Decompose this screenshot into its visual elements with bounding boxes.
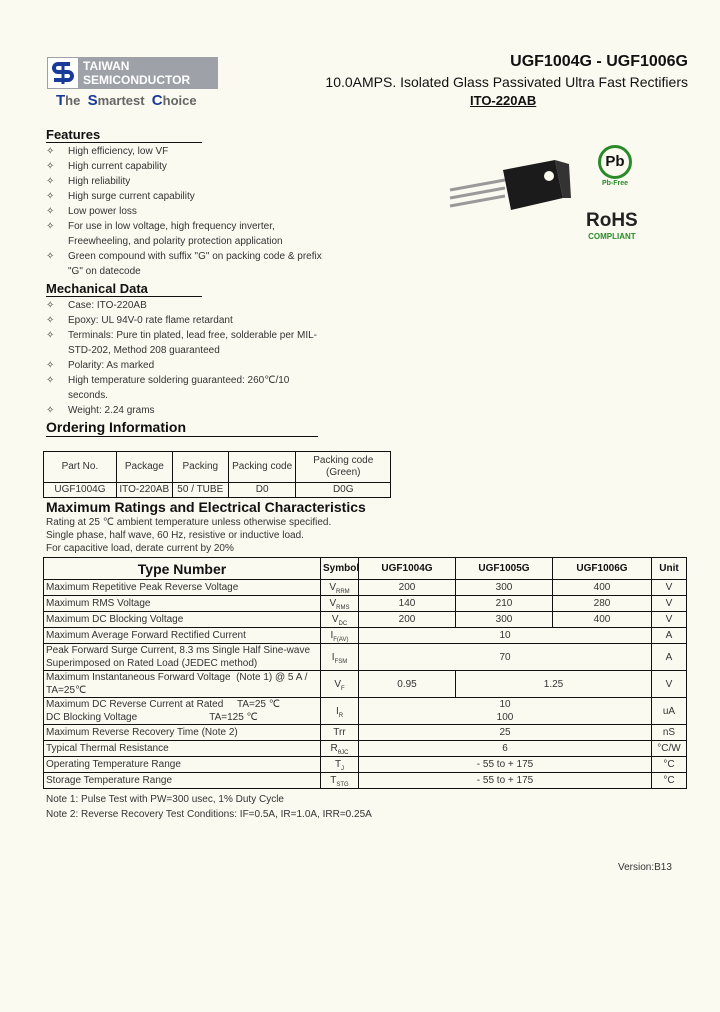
list-item — [46, 358, 326, 373]
bullet-icon: ✧ — [46, 146, 55, 157]
value-cell: 10 — [359, 628, 652, 644]
parameter-cell: Maximum Instantaneous Forward Voltage (Note 1) @ 5 A / TA=25℃ — [44, 671, 321, 698]
table-row — [44, 580, 687, 596]
list-item — [46, 298, 326, 313]
value-cell: 0.95 — [359, 671, 456, 698]
part-title: UGF1004G - UGF1006G — [510, 53, 688, 70]
parameter-cell: Maximum Reverse Recovery Time (Note 2) — [44, 725, 321, 741]
list-item — [46, 373, 326, 403]
bullet-icon: ✧ — [46, 251, 55, 262]
bullet-icon: ✧ — [46, 221, 55, 232]
list-item-text: Weight: 2.24 grams — [68, 405, 155, 416]
list-item — [46, 159, 326, 174]
list-item-text: Case: ITO-220AB — [68, 300, 147, 311]
bullet-icon: ✧ — [46, 191, 55, 202]
bullet-icon: ✧ — [46, 176, 55, 187]
value-cell: 400 — [553, 612, 652, 628]
symbol-cell: $R_{\theta JC}$ — [321, 741, 359, 757]
ratings-heading: Maximum Ratings and Electrical Characteristics — [46, 499, 366, 515]
ratings-header: UGF1005G — [456, 558, 553, 580]
value-cell: 25 — [359, 725, 652, 741]
ratings-header: Symbol — [321, 558, 359, 580]
value-cell: - 55 to + 175 — [359, 757, 652, 773]
table-row — [44, 671, 687, 698]
features-heading: Features — [46, 127, 202, 143]
parameter-cell: Storage Temperature Range — [44, 773, 321, 789]
ordering-header: Part No. — [44, 452, 117, 483]
bullet-icon: ✧ — [46, 360, 55, 371]
ordering-table — [43, 451, 391, 498]
ratings-note: Single phase, half wave, 60 Hz, resistive or inductive load. — [46, 530, 304, 541]
list-item-text: High temperature soldering guaranteed: 260℃/10 seconds. — [68, 375, 290, 401]
version-label: Version:B13 — [618, 862, 672, 873]
ratings-notes — [46, 516, 686, 555]
tagline: The Smartest Choice — [56, 92, 197, 109]
value-cell: 10 100 — [359, 698, 652, 725]
features-section — [43, 127, 686, 279]
bullet-icon: ✧ — [46, 375, 55, 386]
logo-line2: SEMICONDUCTOR — [83, 73, 191, 87]
unit-cell: uA — [652, 698, 687, 725]
table-row — [44, 757, 687, 773]
symbol-cell: $V_{DC}$ — [321, 612, 359, 628]
ordering-cell: 50 / TUBE — [172, 483, 228, 498]
value-cell: 280 — [553, 596, 652, 612]
ordering-cell: D0G — [296, 483, 391, 498]
unit-cell: V — [652, 596, 687, 612]
parameter-cell: Maximum DC Blocking Voltage — [44, 612, 321, 628]
value-cell: - 55 to + 175 — [359, 773, 652, 789]
footnote: Note 1: Pulse Test with PW=300 usec, 1% Duty Cycle — [46, 794, 284, 805]
unit-cell: A — [652, 644, 687, 671]
package-name: ITO-220AB — [470, 93, 537, 108]
parameter-cell: Peak Forward Surge Current, 8.3 ms Single Half Sine-wave Superimposed on Rated Load (JEDEC method) — [44, 644, 321, 671]
parameter-cell: Typical Thermal Resistance — [44, 741, 321, 757]
ratings-header: UGF1006G — [553, 558, 652, 580]
symbol-cell: $I_R$ — [321, 698, 359, 725]
rohs-text: RoHS — [586, 210, 638, 231]
symbol-cell: $T_{STG}$ — [321, 773, 359, 789]
ordering-cell: ITO-220AB — [116, 483, 172, 498]
list-item-text: High efficiency, low VF — [68, 146, 169, 157]
table-row — [44, 628, 687, 644]
value-cell: 200 — [359, 580, 456, 596]
list-item-text: For use in low voltage, high frequency inverter, Freewheeling, and polarity protection application — [68, 221, 283, 247]
unit-cell: V — [652, 580, 687, 596]
table-row — [44, 596, 687, 612]
ratings-note: For capacitive load, derate current by 20% — [46, 543, 234, 554]
pb-free-text: Pb-Free — [601, 180, 629, 187]
bullet-icon: ✧ — [46, 161, 55, 172]
table-row — [44, 698, 687, 725]
symbol-cell: $I_{FSM}$ — [321, 644, 359, 671]
table-row — [44, 741, 687, 757]
ordering-cell: D0 — [228, 483, 296, 498]
main-content — [43, 127, 686, 822]
ordering-header: Packing code — [228, 452, 296, 483]
ordering-header: Package — [116, 452, 172, 483]
symbol-cell: $T_J$ — [321, 757, 359, 773]
symbol-cell: $V_{RRM}$ — [321, 580, 359, 596]
list-item-text: High current capability — [68, 161, 167, 172]
table-row — [44, 644, 687, 671]
ratings-table — [43, 557, 687, 789]
ordering-header: Packing code (Green) — [296, 452, 391, 483]
footnote: Note 2: Reverse Recovery Test Conditions: IF=0.5A, IR=1.0A, IRR=0.25A — [46, 809, 372, 820]
bullet-icon: ✧ — [46, 300, 55, 311]
ordering-heading: Ordering Information — [46, 419, 318, 437]
table-row — [44, 725, 687, 741]
list-item-text: Green compound with suffix "G" on packing code & prefix "G" on datecode — [68, 251, 322, 277]
value-cell: 210 — [456, 596, 553, 612]
unit-cell: A — [652, 628, 687, 644]
part-subtitle: 10.0AMPS. Isolated Glass Passivated Ultra Fast Rectifiers — [325, 74, 688, 90]
ordering-header: Packing — [172, 452, 228, 483]
value-cell: 300 — [456, 612, 553, 628]
list-item — [46, 189, 326, 204]
parameter-cell: Maximum RMS Voltage — [44, 596, 321, 612]
list-item-text: Low power loss — [68, 206, 137, 217]
parameter-cell: Maximum DC Reverse Current at Rated TA=25 ℃ DC Blocking Voltage TA=125 ℃ — [44, 698, 321, 725]
ratings-header: UGF1004G — [359, 558, 456, 580]
list-item-text: Epoxy: UL 94V-0 rate flame retardant — [68, 315, 233, 326]
symbol-cell: $I_{F(AV)}$ — [321, 628, 359, 644]
symbol-cell: $V_F$ — [321, 671, 359, 698]
unit-cell: °C/W — [652, 741, 687, 757]
table-row — [44, 773, 687, 789]
list-item — [46, 144, 326, 159]
bullet-icon: ✧ — [46, 206, 55, 217]
list-item-text: Polarity: As marked — [68, 360, 155, 371]
parameter-cell: Maximum Average Forward Rectified Current — [44, 628, 321, 644]
unit-cell: °C — [652, 757, 687, 773]
list-item-text: High surge current capability — [68, 191, 195, 202]
ordering-cell: UGF1004G — [44, 483, 117, 498]
ratings-header: Unit — [652, 558, 687, 580]
list-item — [46, 204, 326, 219]
unit-cell: V — [652, 612, 687, 628]
ratings-header: Type Number — [44, 558, 321, 580]
value-cell: 6 — [359, 741, 652, 757]
list-item — [46, 249, 326, 279]
ratings-note: Rating at 25 ℃ ambient temperature unless otherwise specified. — [46, 517, 332, 528]
value-cell: 200 — [359, 612, 456, 628]
value-cell: 300 — [456, 580, 553, 596]
unit-cell: V — [652, 671, 687, 698]
parameter-cell: Maximum Repetitive Peak Reverse Voltage — [44, 580, 321, 596]
value-cell: 70 — [359, 644, 652, 671]
table-row — [44, 612, 687, 628]
list-item — [46, 219, 326, 249]
value-cell: 400 — [553, 580, 652, 596]
bullet-icon: ✧ — [46, 405, 55, 416]
rohs-compliant-text: COMPLIANT — [588, 232, 636, 241]
value-cell: 140 — [359, 596, 456, 612]
list-item — [46, 174, 326, 189]
list-item — [46, 328, 326, 358]
bullet-icon: ✧ — [46, 315, 55, 326]
unit-cell: nS — [652, 725, 687, 741]
list-item-text: High reliability — [68, 176, 131, 187]
ts-logo-icon — [47, 57, 79, 89]
mechanical-section — [43, 281, 686, 418]
mechanical-heading: Mechanical Data — [46, 281, 202, 297]
footnotes — [46, 792, 686, 822]
pb-text: Pb — [605, 153, 625, 170]
symbol-cell: $V_{RMS}$ — [321, 596, 359, 612]
company-logo — [47, 57, 218, 89]
unit-cell: °C — [652, 773, 687, 789]
list-item-text: Terminals: Pure tin plated, lead free, solderable per MIL-STD-202, Method 208 guaranteed — [68, 330, 318, 356]
bullet-icon: ✧ — [46, 330, 55, 341]
list-item — [46, 403, 326, 418]
value-cell: 1.25 — [456, 671, 652, 698]
logo-line1: TAIWAN — [83, 59, 130, 73]
list-item — [46, 313, 326, 328]
parameter-cell: Operating Temperature Range — [44, 757, 321, 773]
symbol-cell: Trr — [321, 725, 359, 741]
